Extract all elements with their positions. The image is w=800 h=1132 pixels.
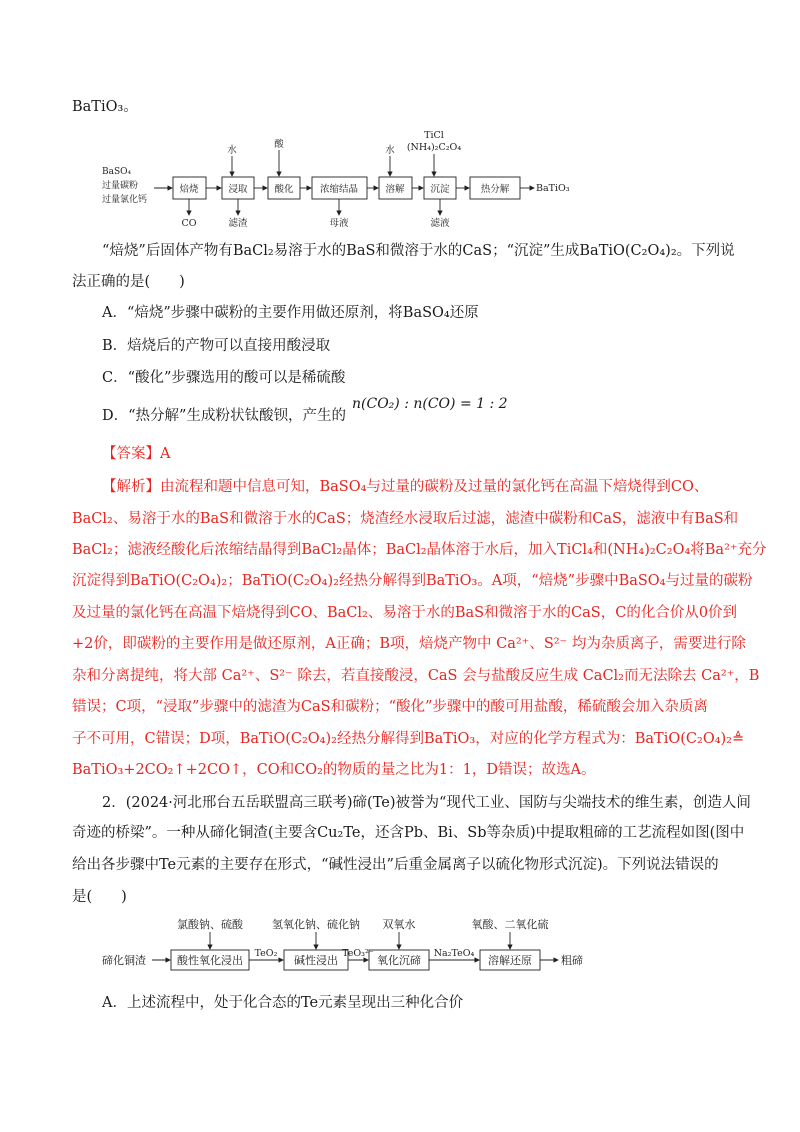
flow1-step-acidify: 酸化 — [274, 184, 294, 195]
q1-analysis-line-5: 及过量的氯化钙在高温下焙烧得到CO、BaCl₂、易溶于水的BaS和微溶于水的CaS，C的化合价从0价到 — [72, 605, 738, 621]
flow1-mother-liquor: 母液 — [329, 218, 349, 229]
flow2-step-alkaline-leach: 碱性浸出 — [294, 954, 338, 967]
q2-option-a: A．上述流程中，处于化合态的Te元素呈现出三种化合价 — [102, 995, 464, 1011]
q2-stem-2: 奇迹的桥梁”。一种从碲化铜渣(主要含Cu₂Te，还含Pb、Bi、Sb等杂质)中提取粗碲的工艺流程如图(图中 — [72, 825, 745, 841]
flow1-filtrate: 滤液 — [430, 218, 450, 229]
q1-analysis-line-2: BaCl₂、易溶于水的BaS和微溶于水的CaS；烧渣经水浸取后过滤，滤渣中碳粉和CaS，滤液中有BaS和 — [72, 511, 739, 527]
flow2-reagent-2: 氢氧化钠、硫化钠 — [272, 918, 360, 931]
flow1-step-decompose: 热分解 — [480, 184, 510, 195]
flow1-ticl: TiCl — [424, 130, 444, 141]
q1-analysis-line-6: +2价，即碳粉的主要作用是做还原剂，A正确；B项，焙烧产物中 Ca²⁺、S²⁻ 均为杂质离子，需要进行除 — [72, 636, 746, 652]
flow1-input-cacl2: 过量氯化钙 — [102, 195, 148, 205]
q1-stem-2: 法正确的是( ) — [72, 274, 185, 290]
flow1-step-crystallize: 浓缩结晶 — [319, 184, 359, 195]
flow2-intermediate-teo3: TeO₃²⁻ — [342, 948, 374, 959]
q1-analysis-line-8: 错误；C项，“浸取”步骤中的滤渣为CaS和碳粉；“酸化”步骤中的酸可用盐酸，稀硫酸会加入杂质离 — [72, 699, 708, 715]
q1-analysis-line-9: 子不可用，C错误；D项，BaTiO(C₂O₄)₂经热分解得到BaTiO₃，对应的化学方程式为：BaTiO(C₂O₄)₂≜ — [72, 731, 745, 747]
flow2-product: 粗碲 — [561, 954, 583, 967]
q1-analysis-line-4: 沉淀得到BaTiO(C₂O₄)₂；BaTiO(C₂O₄)₂经热分解得到BaTiO₃。A项，“焙烧”步骤中BaSO₄与过量的碳粉 — [72, 573, 753, 589]
flow1-oxalate: (NH₄)₂C₂O₄ — [406, 142, 462, 153]
flow2-intermediate-na2teo4: Na₂TeO₄ — [433, 948, 475, 959]
q1-analysis-line-1: 【解析】由流程和题中信息可知，BaSO₄与过量的碳粉及过量的氯化钙在高温下焙烧得到CO、 — [102, 479, 709, 495]
q1-stem-1: “焙烧”后固体产物有BaCl₂易溶于水的BaS和微溶于水的CaS；“沉淀”生成BaTiO(C₂O₄)₂。下列说 — [102, 243, 735, 259]
q1-option-b: B．焙烧后的产物可以直接用酸浸取 — [102, 338, 331, 354]
q2-stem-3: 给出各步骤中Te元素的主要存在形式，“碱性浸出”后重金属离子以硫化物形式沉淀)。下列说法错误的 — [72, 857, 719, 873]
q1-option-a: A．“焙烧”步骤中碳粉的主要作用做还原剂，将BaSO₄还原 — [102, 305, 479, 321]
flow1-step-roast: 焙烧 — [179, 184, 199, 195]
flow1-product: BaTiO₃ — [536, 183, 570, 194]
q2-stem-4: 是( ) — [72, 889, 127, 905]
flow2-reagent-4: 氧酸、二氧化硫 — [471, 918, 549, 931]
flow2-reagent-3: 双氧水 — [382, 918, 416, 931]
flow1-water-1: 水 — [227, 145, 237, 156]
flow1-input-carbon: 过量碳粉 — [102, 181, 139, 191]
flow1-residue: 滤渣 — [228, 218, 248, 229]
flow1-step-dissolve: 溶解 — [385, 184, 405, 195]
top-line: BaTiO₃。 — [72, 99, 138, 115]
q1-answer: 【答案】A — [102, 446, 171, 462]
flow2-reagent-1: 氯酸钠、硫酸 — [177, 918, 243, 931]
q1-analysis-line-3: BaCl₂；滤液经酸化后浓缩结晶得到BaCl₂晶体；BaCl₂晶体溶于水后，加入TiCl₄和(NH₄)₂C₂O₄将Ba²⁺充分 — [72, 542, 767, 558]
flow1-step-leach: 浸取 — [228, 184, 248, 195]
flow1-co: CO — [181, 218, 197, 229]
flow2-intermediate-teo2: TeO₂ — [254, 948, 278, 959]
flow1-water-2: 水 — [385, 145, 395, 156]
flow2-step-oxidize-precipitate: 氧化沉碲 — [377, 954, 421, 967]
flow1-input-baso4: BaSO₄ — [102, 167, 132, 177]
q1-analysis-line-10: BaTiO₃+2CO₂↑+2CO↑，CO和CO₂的物质的量之比为1：1，D错误；故选A。 — [72, 762, 596, 778]
q1-option-c: C．“酸化”步骤选用的酸可以是稀硫酸 — [102, 370, 346, 386]
q2-stem-1: 2．(2024·河北邢台五岳联盟高三联考)碲(Te)被誉为“现代工业、国防与尖端技术的维生素，创造人间 — [102, 795, 751, 811]
q1-analysis-line-7: 杂和分离提纯，将大部 Ca²⁺、S²⁻ 除去，若直接酸浸，CaS 会与盐酸反应生成 CaCl₂而无法除去 Ca²⁺，B — [72, 668, 760, 684]
q1-option-d-formula: n(CO₂) : n(CO) = 1 : 2 — [352, 396, 508, 412]
flow2-step-acid-oxidation: 酸性氧化浸出 — [177, 954, 243, 967]
flow2-step-dissolve-reduce: 溶解还原 — [488, 954, 532, 967]
flow1-step-precipitate: 沉淀 — [430, 184, 450, 195]
flow2-start: 碲化铜渣 — [102, 954, 146, 967]
q1-option-d: D．“热分解”生成粉状钛酸钡，产生的 — [102, 408, 346, 424]
flowchart-2 — [100, 912, 600, 976]
flow1-acid: 酸 — [274, 139, 284, 150]
flowchart-1 — [98, 128, 578, 232]
